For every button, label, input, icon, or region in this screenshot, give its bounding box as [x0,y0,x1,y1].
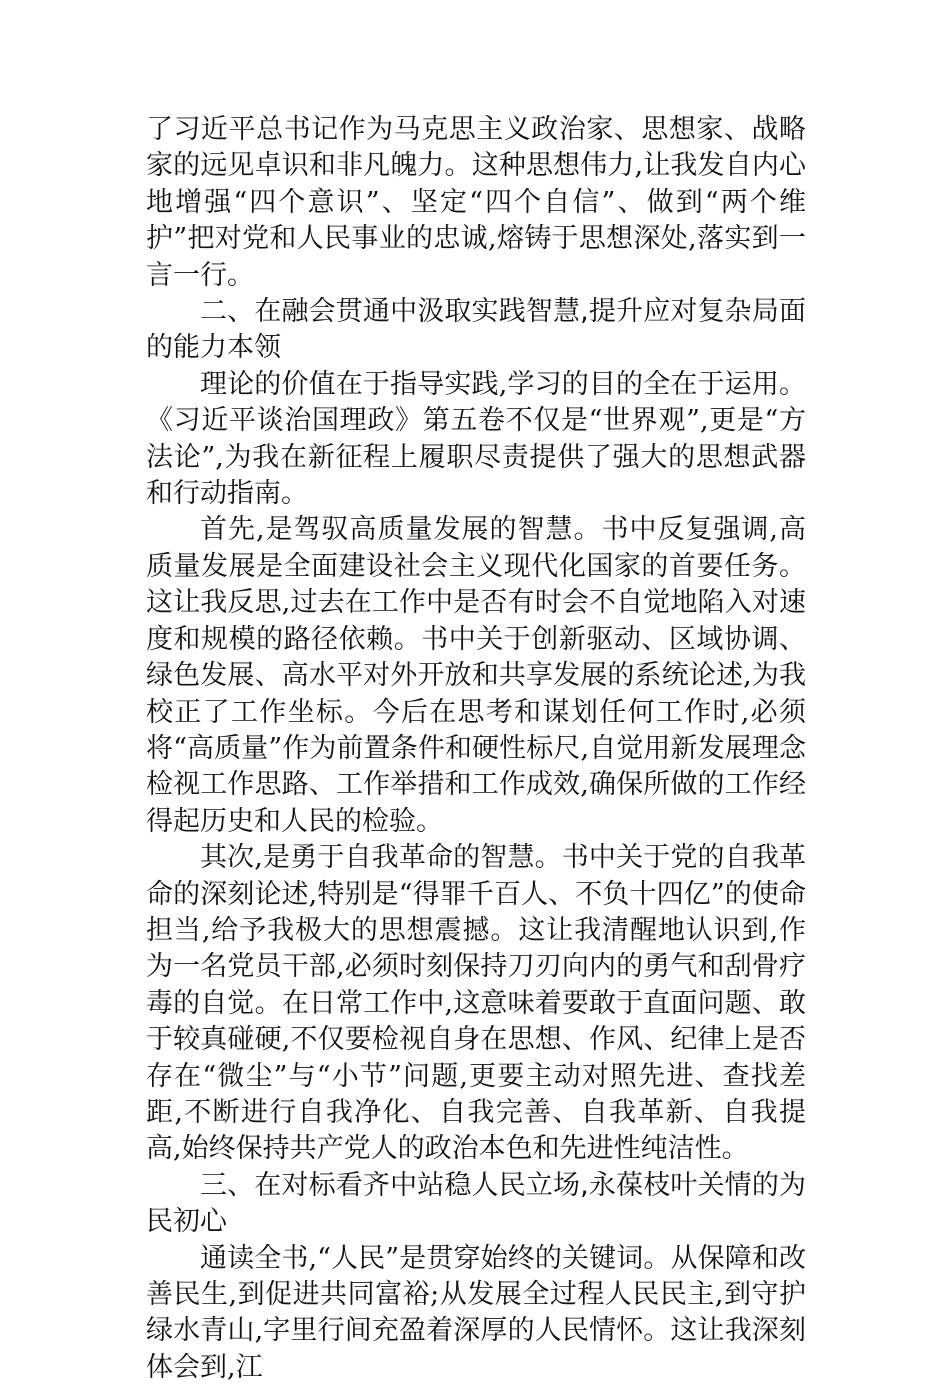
document-page [146,112,806,1386]
section-heading-3: 三、在对标看齐中站稳人民立场,永葆枝叶关情的为民初心 [146,1169,806,1238]
paragraph-continued-intro: 了习近平总书记作为马克思主义政治家、思想家、战略家的远见卓识和非凡魄力。这种思想伟力,让我发自内心地增强“四个意识”、坚定“四个自信”、做到“两个维护”把对党和人民事业的忠诚,熔铸于思想深处,落实到一言一行。 [146,114,806,291]
paragraph-high-quality-development: 首先,是驾驭高质量发展的智慧。书中反复强调,高质量发展是全面建设社会主义现代化国家的首要任务。这让我反思,过去在工作中是否有时会不自觉地陷入对速度和规模的路径依赖。书中关于创新驱动、区域协调、绿色发展、高水平对外开放和共享发展的系统论述,为我校正了工作坐标。今后在思考和谋划任何工作时,必须将“高质量”作为前置条件和硬性标尺,自觉用新发展理念检视工作思路、工作举措和工作成效,确保所做的工作经得起历史和人民的检验。 [146,514,806,837]
section-heading-2: 二、在融会贯通中汲取实践智慧,提升应对复杂局面的能力本领 [146,296,806,364]
paragraph-theory-practice: 理论的价值在于指导实践,学习的目的全在于运用。《习近平谈治国理政》第五卷不仅是“世界观”,更是“方法论”,为我在新征程上履职尽责提供了强大的思想武器和行动指南。 [146,368,806,510]
paragraph-people-centered: 通读全书,“人民”是贯穿始终的关键词。从保障和改善民生,到促进共同富裕;从发展全过程人民民主,到守护绿水青山,字里行间充盈着深厚的人民情怀。这让我深刻体会到,江 [146,1242,806,1383]
paragraph-self-revolution: 其次,是勇于自我革命的智慧。书中关于党的自我革命的深刻论述,特别是“得罪千百人、不负十四亿”的使命担当,给予我极大的思想震撼。这让我清醒地认识到,作为一名党员干部,必须时刻保持刀刃向内的勇气和刮骨疗毒的自觉。在日常工作中,这意味着要敢于直面问题、敢于较真碰硬,不仅要检视自身在思想、作风、纪律上是否存在“微尘”与“小节”问题,更要主动对照先进、查找差距,不断进行自我净化、自我完善、自我革新、自我提高,始终保持共产党人的政治本色和先进性纯洁性。 [146,842,806,1165]
